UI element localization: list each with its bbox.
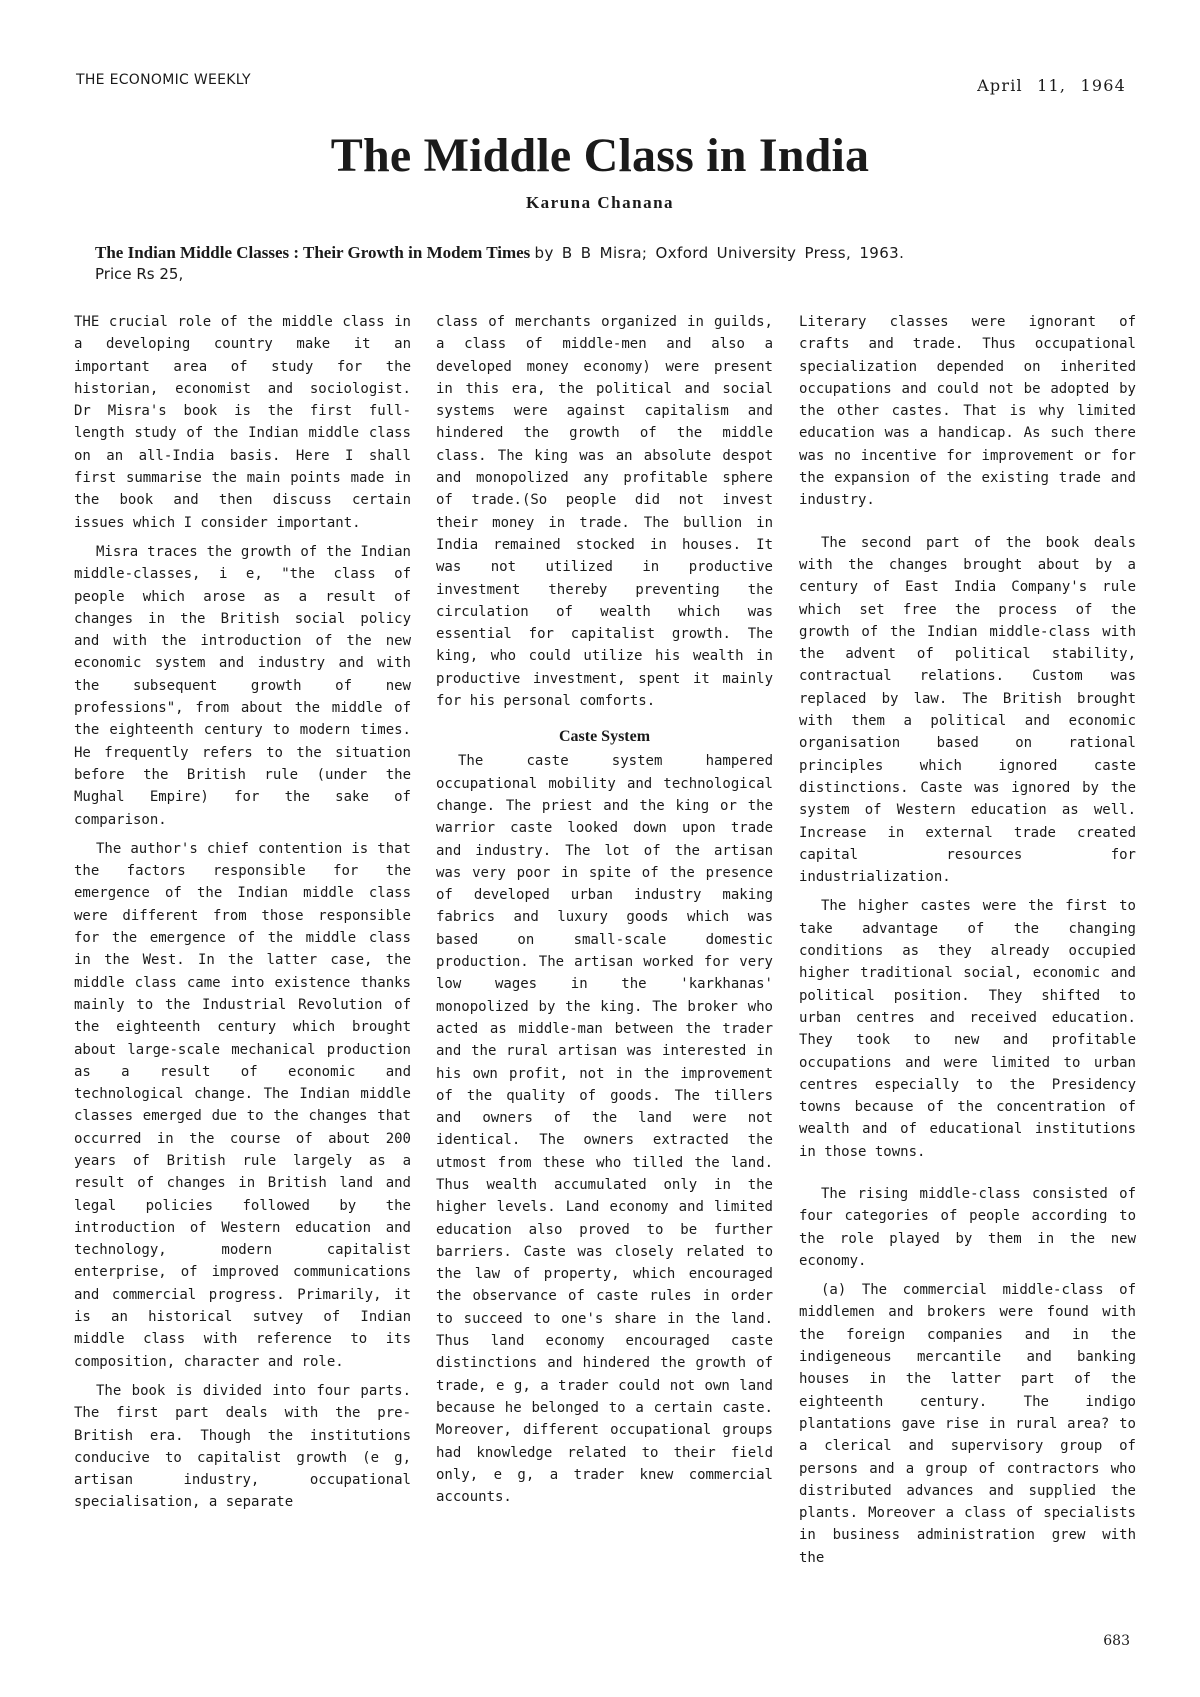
paragraph: The second part of the book deals with the changes brought about by a century of East India Company's rule which set free the process of the growth of the Indian middle-class with the advent of political stability, contractual relations. Custom was replaced by law. The British brought with them a political and economic organisation based on rational principles which ignored caste distinctions. Caste was ignored by the system of Western education as well. Increase in external trade created capital resources for industrialization. xyxy=(799,534,1136,886)
paragraph: The caste system hampered occupational mobility and technological change. The priest and the king or the warrior caste looked down upon trade and industry. The lot of the artisan was very poor in spite of the presence of developed urban industry making fabrics and luxury goods which was based on small-scale domestic production. The artisan worked for very low wages in the 'karkhanas' monopolized by the king. The broker who acted as middle-man between the trader and the rural artisan was interested in his own profit, not in the improvement of the quality of goods. The tillers and owners of the land were not identical. The owners extracted the utmost from these who tilled the land. Thus wealth accumulated only in the higher levels. Land economy and limited education also proved to be further barriers. Caste was closely related to the law of property, which encouraged the observance of caste rules in order to succeed to one's share in the land. Thus land economy encouraged caste distinctions and hindered the growth of trade, e g, a trader could not own land because he belonged to a certain caste. Moreover, different occupational groups had knowledge related to their field only, e g, a trader knew commercial accounts. xyxy=(436,753,773,1506)
paragraph: Misra traces the growth of the Indian middle-classes, i e, "the class of people which arose as a result of changes in the British social policy and with the introduction of the new economic system and industry and with the subsequent growth of new professions", from about the middle of the eighteenth century to modern times. He frequently refers to the situation before the British rule (under the Mughal Empire) for the sake of comparison. xyxy=(74,543,411,828)
paragraph: The book is divided into four parts. The first part deals with the pre-British era. Though the institutions conducive to capitalist growth (e g, artisan industry, occupational specialisation, a separate xyxy=(74,1382,411,1511)
review-reference xyxy=(95,242,1130,285)
paragraph: The author's chief contention is that the factors responsible for the emergence of the Indian middle class were different from those responsible for the emergence of the middle class in the West. In the latter case, the middle class came into existence thanks mainly to the Industrial Revolution of the eighteenth century which brought about large-scale mechanical production as a result of economic and technological change. The Indian middle classes emerged due to the changes that occurred in the course of about 200 years of British rule largely as a result of changes in British land and legal policies followed by the introduction of Western education and technology, modern capitalist enterprise, of improved communications and commercial progress. Primarily, it is an historical sutvey of Indian middle class with reference to its composition, character and role. xyxy=(74,840,411,1370)
issue-date: April 11, 1964 xyxy=(977,76,1126,95)
section-heading: Caste System xyxy=(558,728,651,746)
text-column-3 xyxy=(799,311,1136,1576)
journal-name: THE ECONOMIC WEEKLY xyxy=(76,72,251,88)
article-title: The Middle Class in India xyxy=(330,129,870,182)
paragraph: THE crucial role of the middle class in a developing country make it an important area of study for the historian, economist and sociologist. Dr Misra's book is the first full-length study of the Indian middle class on an all-India basis. Here I shall first summarise the main points made in the book and then discuss certain issues which I consider important. xyxy=(74,314,411,531)
book-publication: by B B Misra; Oxford University Press, 1963. xyxy=(534,244,905,262)
page-number: 683 xyxy=(1103,1633,1130,1649)
text-column-1 xyxy=(74,311,411,1521)
paragraph: The rising middle-class consisted of four categories of people according to the role played by them in the new economy. xyxy=(799,1185,1136,1269)
text-column-2 xyxy=(436,311,773,1515)
paragraph: class of merchants organized in guilds, a class of middle-men and also a developed money economy) were present in this era, the political and social systems were against capitalism and hindered the growth of the middle class. The king was an absolute despot and monopolized any profitable sphere of trade.(So people did not invest their money in trade. The bullion in India remained stocked in houses. It was not utilized in productive investment thereby preventing the circulation of wealth which was essential for capitalist growth. The king, who could utilize his wealth in productive investment, spent it mainly for his personal comforts. xyxy=(436,314,773,710)
paragraph: (a) The commercial middle-class of middlemen and brokers were found with the foreign companies and in the indigeneous mercantile and banking houses in the latter part of the eighteenth century. The indigo plantations gave rise in rural area? to a clerical and supervisory group of persons and a group of contractors who distributed advances and supplied the plants. Moreover a class of specialists in business administration grew with the xyxy=(799,1282,1136,1566)
book-price: Price Rs 25, xyxy=(95,265,184,283)
book-title: The Indian Middle Classes : Their Growth in Modem Times xyxy=(95,243,531,262)
paragraph: Literary classes were ignorant of crafts and trade. Thus occupational specialization depended on inherited occupations and could not be adopted by the other castes. That is why limited education was a handicap. As such there was no incentive for improvement or for the expansion of the existing trade and industry. xyxy=(799,314,1136,509)
paragraph: The higher castes were the first to take advantage of the changing conditions as they already occupied higher traditional social, economic and political position. They shifted to urban centres and received education. They took to new and profitable occupations and were limited to urban centres especially to the Presidency towns because of the concentration of wealth and of educational institutions in those towns. xyxy=(799,898,1136,1160)
article-author: Karuna Chanana xyxy=(525,193,675,212)
